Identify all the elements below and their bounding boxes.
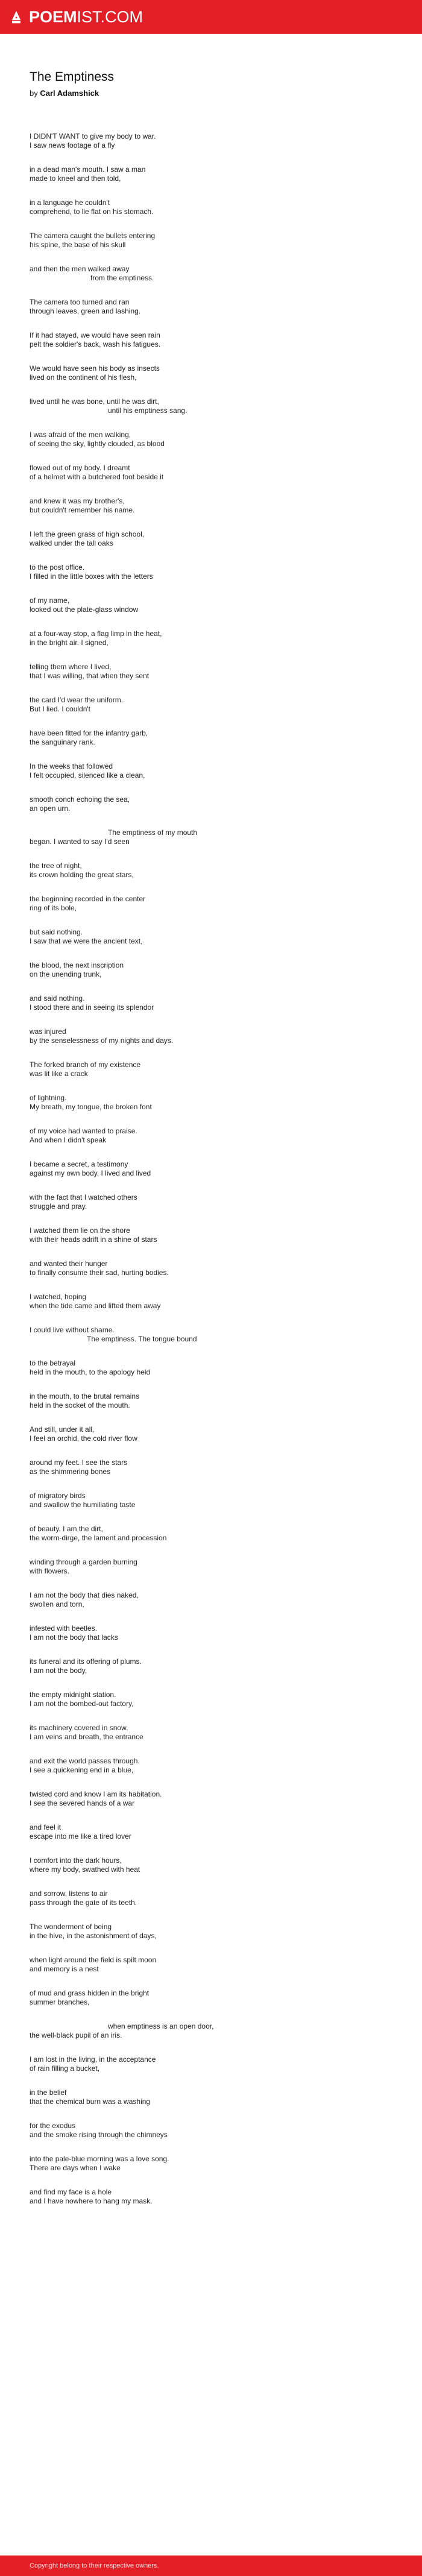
- poem-line: the empty midnight station.: [30, 1690, 116, 1699]
- stanza: [30, 729, 422, 747]
- poem-line: And still, under it all,: [30, 1425, 95, 1434]
- stanza: [30, 1359, 422, 1377]
- poem-line: to the betrayal: [30, 1359, 76, 1367]
- poem-line: of migratory birds: [30, 1491, 86, 1500]
- stanza: [30, 1425, 422, 1443]
- poem-line: that the chemical burn was a washing: [30, 2097, 151, 2106]
- poem-line: I am not the bombed-out factory,: [30, 1699, 134, 1708]
- poem-line: of a helmet with a butchered foot beside it: [30, 473, 164, 481]
- poem-line: I am lost in the living, in the acceptance: [30, 2055, 156, 2064]
- poem-line: infested with beetles.: [30, 1624, 98, 1633]
- poem-line: its crown holding the great stars,: [30, 871, 134, 879]
- poem-line: I see the severed hands of a war: [30, 1799, 135, 1807]
- poem-line: and exit the world passes through.: [30, 1757, 140, 1765]
- poem-line: when emptiness is an open door,: [108, 2022, 214, 2030]
- stanza: [30, 1392, 422, 1410]
- stanza: [30, 298, 422, 316]
- poem-line: flowed out of my body. I dreamt: [30, 464, 130, 472]
- poem-line: and find my face is a hole: [30, 2188, 112, 2196]
- poem-line: an open urn.: [30, 804, 71, 813]
- poem-line: escape into me like a tired lover: [30, 1832, 131, 1841]
- poem-line: comprehend, to lie flat on his stomach.: [30, 207, 154, 216]
- poem-line: I watched, hoping: [30, 1293, 87, 1301]
- stanza: [30, 2022, 422, 2040]
- stanza: [30, 1060, 422, 1079]
- poem-line: But I lied. I couldn't: [30, 705, 91, 713]
- poem-line: and memory is a nest: [30, 1965, 99, 1973]
- poem-line: There are days when I wake: [30, 2164, 121, 2172]
- poem-line: against my own body. I lived and lived: [30, 1169, 151, 1177]
- poem-line: lived on the continent of his flesh,: [30, 373, 137, 382]
- stanza: [30, 928, 422, 946]
- stanza: [30, 563, 422, 581]
- poem-line: of my name,: [30, 596, 70, 605]
- poem-line: I comfort into the dark hours,: [30, 1856, 122, 1865]
- stanza: [30, 2055, 422, 2073]
- poem-content: [0, 34, 422, 2206]
- stanza: [30, 2121, 422, 2140]
- poem-line: pelt the soldier's back, wash his fatigues.: [30, 340, 161, 348]
- stanza: [30, 397, 422, 415]
- poem-line: The wonderment of being: [30, 1923, 112, 1931]
- stanza: [30, 1889, 422, 1907]
- stanza: [30, 1491, 422, 1510]
- stanza: [30, 265, 422, 283]
- poem-line: I felt occupied, silenced like a clean,: [30, 771, 145, 779]
- poem-line: its machinery covered in snow.: [30, 1724, 128, 1732]
- poem-line: and knew it was my brother's,: [30, 497, 125, 505]
- poem-line: I left the green grass of high school,: [30, 530, 145, 538]
- byline: [30, 89, 422, 98]
- poem-line: through leaves, green and lashing.: [30, 307, 141, 315]
- poem-line: We would have seen his body as insects: [30, 364, 160, 373]
- poem-line: of lightning.: [30, 1094, 67, 1102]
- poem-line: and then the men walked away: [30, 265, 130, 273]
- poem-line: The emptiness. The tongue bound: [87, 1335, 197, 1343]
- poem-line: The emptiness of my mouth: [108, 828, 198, 837]
- stanza: [30, 1790, 422, 1808]
- poem-line: was lit like a crack: [30, 1069, 88, 1078]
- stanza: [30, 132, 422, 150]
- poem-line: until his emptiness sang.: [108, 406, 187, 415]
- poem-line: was injured: [30, 1027, 66, 1036]
- poem-line: And when I didn't speak: [30, 1136, 107, 1144]
- stanza: [30, 861, 422, 880]
- poem-line: summer branches,: [30, 1998, 90, 2006]
- poem-line: around my feet. I see the stars: [30, 1458, 128, 1467]
- poem-line: on the unending trunk,: [30, 970, 102, 978]
- stanza: [30, 1757, 422, 1775]
- poem-line: the card I'd wear the uniform.: [30, 696, 124, 704]
- poem-line: I stood there and in seeing its splendor: [30, 1003, 154, 1012]
- poem-line: that I was willing, that when they sent: [30, 672, 150, 680]
- poem-line: as the shimmering bones: [30, 1467, 111, 1476]
- poem-title: The Emptiness: [30, 70, 115, 84]
- author-link[interactable]: Carl Adamshick: [40, 89, 99, 98]
- poem-line: in a language he couldn't: [30, 198, 110, 207]
- poem-line: I became a secret, a testimony: [30, 1160, 128, 1168]
- stanza: [30, 530, 422, 548]
- poem-line: lived until he was bone, until he was dirt,: [30, 397, 159, 406]
- stanza: [30, 1326, 422, 1344]
- poem-line: in the mouth, to the brutal remains: [30, 1392, 140, 1400]
- stanza: [30, 1458, 422, 1476]
- poem-line: swollen and torn,: [30, 1600, 84, 1608]
- stanza: [30, 1293, 422, 1311]
- stanza: [30, 231, 422, 250]
- stanza: [30, 1724, 422, 1742]
- poem-line: began. I wanted to say I'd seen: [30, 837, 130, 846]
- site-logo[interactable]: [11, 9, 143, 25]
- poem-line: I am not the body that lacks: [30, 1633, 118, 1642]
- poem-line: The camera too turned and ran: [30, 298, 130, 306]
- poem-line: to the post office.: [30, 563, 85, 572]
- poem-line: I could live without shame.: [30, 1326, 115, 1334]
- poem-line: when light around the field is spilt moon: [30, 1956, 157, 1964]
- stanza: [30, 1624, 422, 1642]
- poem-line: the beginning recorded in the center: [30, 895, 146, 903]
- stanza: [30, 1160, 422, 1178]
- poem-line: twisted cord and know I am its habitation.: [30, 1790, 162, 1798]
- poem-line: in the hive, in the astonishment of days,: [30, 1932, 157, 1940]
- poem-line: of mud and grass hidden in the bright: [30, 1989, 150, 1997]
- poem-body: [30, 132, 422, 2206]
- stanza: [30, 663, 422, 681]
- stanza: [30, 1226, 422, 1244]
- poem-line: made to kneel and then told,: [30, 174, 121, 183]
- poem-line: in the bright air. I signed,: [30, 638, 109, 647]
- poem-line: I feel an orchid, the cold river flow: [30, 1434, 137, 1443]
- poem-line: smooth conch echoing the sea,: [30, 795, 130, 804]
- poem-line: of beauty. I am the dirt,: [30, 1525, 103, 1533]
- poem-line: into the pale-blue morning was a love song.: [30, 2155, 169, 2163]
- stanza: [30, 2188, 422, 2206]
- poem-line: the worm-dirge, the lament and procession: [30, 1534, 167, 1542]
- poem-line: struggle and pray.: [30, 1202, 87, 1211]
- poem-line: The camera caught the bullets entering: [30, 231, 156, 240]
- poem-line: for the exodus: [30, 2121, 76, 2130]
- poem-line: looked out the plate-glass window: [30, 605, 139, 614]
- poem-line: the sanguinary rank.: [30, 738, 95, 746]
- poem-line: walked under the tall oaks: [30, 539, 113, 547]
- poem-line: where my body, swathed with heat: [30, 1865, 140, 1874]
- poem-line: but couldn't remember his name.: [30, 506, 135, 514]
- poem-line: I was afraid of the men walking,: [30, 430, 131, 439]
- poem-line: of rain filling a bucket,: [30, 2064, 100, 2073]
- stanza: [30, 696, 422, 714]
- poem-line: I filled in the little boxes with the letters: [30, 572, 153, 581]
- poem-line: pass through the gate of its teeth.: [30, 1898, 137, 1907]
- poem-line: I am not the body that dies naked,: [30, 1591, 139, 1599]
- poem-line: I am veins and breath, the entrance: [30, 1733, 143, 1741]
- logo-text-bold: POEM: [29, 7, 77, 26]
- poem-line: I DIDN'T WANT to give my body to war.: [30, 132, 156, 140]
- poem-line: held in the socket of the mouth.: [30, 1401, 130, 1409]
- poem-line: and said nothing.: [30, 994, 85, 1003]
- logo-text-light: IST.COM: [77, 7, 143, 26]
- poem-line: with their heads adrift in a shine of stars: [30, 1235, 157, 1244]
- stanza: [30, 165, 422, 183]
- poem-line: when the tide came and lifted them away: [30, 1302, 161, 1310]
- stanza: [30, 464, 422, 482]
- stanza: [30, 364, 422, 382]
- poem-line: I see a quickening end in a blue,: [30, 1766, 134, 1774]
- stanza: [30, 2088, 422, 2106]
- stanza: [30, 1027, 422, 1045]
- poem-line: I saw that we were the ancient text,: [30, 937, 143, 945]
- poem-line: telling them where I lived,: [30, 663, 112, 671]
- stanza: [30, 331, 422, 349]
- stanza: [30, 1193, 422, 1211]
- poem-line: the tree of night,: [30, 861, 82, 870]
- stanza: [30, 1956, 422, 1974]
- poem-line: and feel it: [30, 1823, 61, 1831]
- poem-line: of my voice had wanted to praise.: [30, 1127, 137, 1135]
- site-header: [0, 0, 422, 34]
- stanza: [30, 596, 422, 614]
- poem-line: and I have nowhere to hang my mask.: [30, 2197, 153, 2205]
- poem-line: its funeral and its offering of plums.: [30, 1657, 142, 1666]
- poem-line: held in the mouth, to the apology held: [30, 1368, 151, 1376]
- stanza: [30, 1856, 422, 1874]
- poem-line: by the senselessness of my nights and days.: [30, 1036, 174, 1045]
- poem-line: have been fitted for the infantry garb,: [30, 729, 148, 737]
- poem-line: and wanted their hunger: [30, 1259, 108, 1268]
- stanza: [30, 1657, 422, 1675]
- poem-line: winding through a garden burning: [30, 1558, 137, 1566]
- poem-line: of seeing the sky, lightly clouded, as blood: [30, 439, 165, 448]
- poem-line: I watched them lie on the shore: [30, 1226, 130, 1235]
- poem-line: to finally consume their sad, hurting bodies.: [30, 1268, 169, 1277]
- stanza: [30, 1690, 422, 1708]
- poem-line: My breath, my tongue, the broken font: [30, 1103, 152, 1111]
- poem-line: In the weeks that followed: [30, 762, 113, 770]
- poem-line: the well-black pupil of an iris.: [30, 2031, 122, 2039]
- poem-line: and the smoke rising through the chimneys: [30, 2130, 168, 2139]
- poem-line: with flowers.: [30, 1567, 70, 1575]
- poem-line: ring of its bole,: [30, 904, 77, 912]
- stanza: [30, 1525, 422, 1543]
- stanza: [30, 1558, 422, 1576]
- stanza: [30, 430, 422, 449]
- stanza: [30, 1989, 422, 2007]
- poem-line: the blood, the next inscription: [30, 961, 124, 969]
- poem-line: in a dead man's mouth. I saw a man: [30, 165, 146, 174]
- stanza: [30, 629, 422, 647]
- stanza: [30, 828, 422, 846]
- poem-line: with the fact that I watched others: [30, 1193, 137, 1201]
- stanza: [30, 795, 422, 813]
- stanza: [30, 1823, 422, 1841]
- copyright-text: Copyright belong to their respective owners.: [30, 2562, 159, 2569]
- poem-line: but said nothing.: [30, 928, 83, 936]
- poem-line: If it had stayed, we would have seen rain: [30, 331, 160, 339]
- poem-line: from the emptiness.: [90, 274, 154, 282]
- site-footer: [0, 2556, 422, 2576]
- poem-line: and sorrow, listens to air: [30, 1889, 108, 1898]
- stanza: [30, 1923, 422, 1941]
- poem-line: I am not the body,: [30, 1666, 87, 1675]
- poem-line: at a four-way stop, a flag limp in the heat,: [30, 629, 162, 638]
- stanza: [30, 762, 422, 780]
- pen-nib-icon: [11, 10, 22, 24]
- poem-line: in the belief: [30, 2088, 67, 2097]
- stanza: [30, 198, 422, 216]
- stanza: [30, 1127, 422, 1145]
- stanza: [30, 961, 422, 979]
- stanza: [30, 994, 422, 1012]
- poem-line: and swallow the humiliating taste: [30, 1501, 136, 1509]
- stanza: [30, 1259, 422, 1277]
- stanza: [30, 1094, 422, 1112]
- poem-line: his spine, the base of his skull: [30, 241, 126, 249]
- stanza: [30, 1591, 422, 1609]
- poem-line: The forked branch of my existence: [30, 1060, 141, 1069]
- stanza: [30, 895, 422, 913]
- stanza: [30, 497, 422, 515]
- poem-line: I saw news footage of a fly: [30, 141, 115, 150]
- byline-prefix: by: [30, 89, 38, 98]
- stanza: [30, 2155, 422, 2173]
